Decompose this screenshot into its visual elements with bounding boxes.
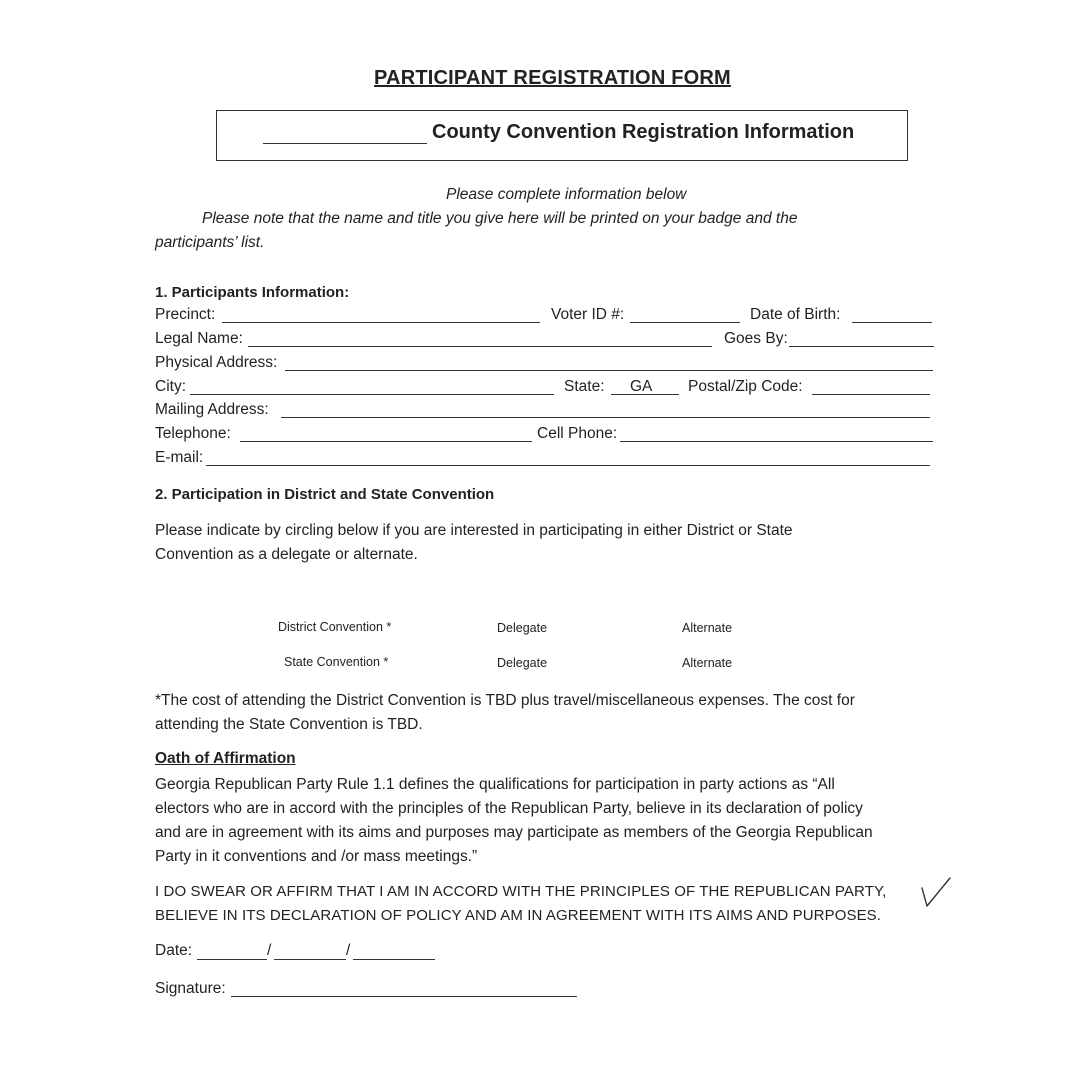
cost-note-line-1: *The cost of attending the District Convention is TBD plus travel/miscellaneous expenses. The cost for — [155, 692, 855, 709]
signature-field[interactable] — [231, 996, 577, 997]
date-day-field[interactable] — [274, 959, 346, 960]
oath-line-2: electors who are in accord with the principles of the Republican Party, believe in its declaration of policy — [155, 800, 863, 817]
precinct-field[interactable] — [222, 322, 540, 323]
district-alternate-option[interactable]: Alternate — [682, 621, 733, 635]
physical-address-field[interactable] — [285, 370, 933, 371]
legal-name-label: Legal Name: — [155, 330, 243, 347]
email-label: E-mail: — [155, 449, 204, 466]
city-field[interactable] — [190, 394, 554, 395]
section-2-para-line-2: Convention as a delegate or alternate. — [155, 546, 418, 563]
voter-id-field[interactable] — [630, 322, 740, 323]
state-label: State: — [564, 378, 605, 395]
checkmark-icon — [920, 876, 952, 910]
section-1-heading: 1. Participants Information: — [155, 284, 350, 301]
date-year-field[interactable] — [353, 959, 435, 960]
mailing-address-field[interactable] — [281, 417, 930, 418]
oath-line-4: Party in it conventions and /or mass meetings.” — [155, 848, 478, 865]
date-month-field[interactable] — [197, 959, 267, 960]
dob-field[interactable] — [852, 322, 932, 323]
cell-phone-label: Cell Phone: — [537, 425, 618, 442]
legal-name-field[interactable] — [248, 346, 712, 347]
header-box — [216, 110, 908, 161]
instruction-line-2: Please note that the name and title you give here will be printed on your badge and the — [202, 210, 798, 227]
telephone-field[interactable] — [240, 441, 532, 442]
swear-line-1: I DO SWEAR OR AFFIRM THAT I AM IN ACCORD WITH THE PRINCIPLES OF THE REPUBLICAN PARTY, — [155, 883, 887, 900]
date-separator-1: / — [267, 942, 272, 959]
email-field[interactable] — [206, 465, 930, 466]
state-alternate-option[interactable]: Alternate — [682, 656, 733, 670]
instruction-line-1: Please complete information below — [446, 186, 687, 203]
goes-by-label: Goes By: — [724, 330, 788, 347]
section-2-para-line-1: Please indicate by circling below if you are interested in participating in either District or State — [155, 522, 793, 539]
dob-label: Date of Birth: — [750, 306, 841, 323]
goes-by-field[interactable] — [789, 346, 934, 347]
postal-label: Postal/Zip Code: — [688, 378, 803, 395]
precinct-label: Precinct: — [155, 306, 216, 323]
oath-line-1: Georgia Republican Party Rule 1.1 defines the qualifications for participation in party actions as “All — [155, 776, 835, 793]
swear-line-2: BELIEVE IN ITS DECLARATION OF POLICY AND AM IN AGREEMENT WITH ITS AIMS AND PURPOSES. — [155, 907, 882, 924]
cost-note-line-2: attending the State Convention is TBD. — [155, 716, 423, 733]
state-value: GA — [630, 378, 653, 395]
signature-label: Signature: — [155, 980, 226, 997]
district-convention-label: District Convention * — [278, 620, 392, 634]
physical-address-label: Physical Address: — [155, 354, 278, 371]
postal-field[interactable] — [812, 394, 930, 395]
section-2-heading: 2. Participation in District and State Convention — [155, 486, 495, 503]
county-name-field[interactable] — [263, 143, 427, 144]
mailing-address-label: Mailing Address: — [155, 401, 269, 418]
oath-line-3: and are in agreement with its aims and purposes may participate as members of the Georgia Republican — [155, 824, 873, 841]
date-label: Date: — [155, 942, 193, 959]
date-separator-2: / — [346, 942, 351, 959]
city-label: City: — [155, 378, 186, 395]
instruction-line-3: participants’ list. — [155, 234, 265, 251]
state-delegate-option[interactable]: Delegate — [497, 656, 548, 670]
telephone-label: Telephone: — [155, 425, 231, 442]
cell-phone-field[interactable] — [620, 441, 933, 442]
voter-id-label: Voter ID #: — [551, 306, 625, 323]
oath-heading: Oath of Affirmation — [155, 750, 296, 767]
state-convention-label: State Convention * — [284, 655, 389, 669]
header-box-text: County Convention Registration Information — [432, 121, 855, 143]
district-delegate-option[interactable]: Delegate — [497, 621, 548, 635]
form-title: PARTICIPANT REGISTRATION FORM — [374, 67, 731, 89]
